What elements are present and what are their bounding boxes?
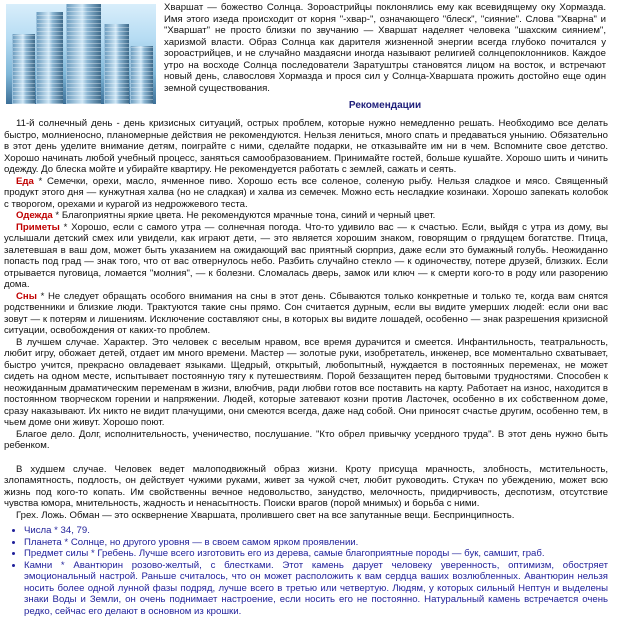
- food-text: * Семечки, орехи, масло, ячменное пиво. Хорошо есть все соленое, соленую рыбу. Нельзя сладкое и мясо. Священный продукт этого дня — кунжутная халва (но не сладкая) и халва из семечек. Можно есть несладкие козинаки. Хорошо запекать колобок с творогом, орехами и курагой из недрожжевого теста.: [4, 175, 608, 210]
- list-item-numbers: • Числа * 34, 79.: [24, 525, 608, 537]
- list-item-planet: • Планета * Солнце, но другого уровня — в своем самом ярком проявлении.: [24, 537, 608, 549]
- intro-text: Хваршат — божество Солнца. Зороастрийцы поклонялись ему как всевидящему оку Хормазда. Имя этого изеда происходит от корня "-хвар-", означающего "блеск", "сияние". Слова "Хварна" и "Хваршат" не просто близки по звучанию — Хваршат наделяет человека "шахским сиянием", харизмой власти. Образ Солнца как дарителя жизненной энергии всегда глубоко почитался у зороастрийцев, и не случайно маздаясни иногда называют религией солнцепоклонников. Каждое утро на восходе Солнца последователи Заратуштры становятся лицом на восток, и встречают новый день, славословя Хормазда и прося сил у Солнца-Хваршата прожить достойно еще один земной существования.: [164, 2, 606, 94]
- clothes-label: Одежда: [16, 210, 53, 221]
- skyscraper-photo: [6, 4, 156, 104]
- dreams-label: Сны: [16, 290, 37, 302]
- food-paragraph: [4, 176, 608, 211]
- list-item-power-object: • Предмет силы * Гребень. Лучше всего изготовить его из дерева, самые благоприятные породы — бук, самшит, граб.: [24, 548, 608, 560]
- recommendations-heading: Рекомендации: [348, 100, 422, 111]
- dreams-text: * Не следует обращать особого внимания на сны в этот день. Сбываются только конкретные и только те, когда вам снятся родственники и близкие люди. Трактуются такие сны прямо. Сон считается дурным, если вы видите умерших людей: если они вас зовут — к потерям и лишениям. Исключение составляют сны, в которых вы видите лошадей, особенно — знак разрешения кризисной ситуации, освобождения от каких-то проблем.: [4, 290, 608, 336]
- attributes-list: [4, 525, 608, 617]
- omens-label: Приметы: [16, 221, 60, 233]
- dreams-paragraph: [4, 291, 608, 337]
- best-case-paragraph: В лучшем случае. Характер. Это человек с веселым нравом, все время дурачится и смеется. Инфантильность, театральность, любит игру, обожает детей, отдает им много времени. Мастер — золотые руки, изобретатель, инженер, все моментально схватывает, быстро учится, прекрасно овладевает языками. Щедрый, открытый, любопытный, нуждается в постоянных переменах, не может сидеть на одном месте, испытывает постоянную тягу к путешествиям. Порой беззащитен перед бытовыми трудностями. Способен к неожиданным драматическим переменам в жизни, влюбчив, ради любви готов все поставить на карту. Работает на износ, находится в постоянном творческом горении и напряжении. Людей, которые затевают козни против Ласточек, особенно в их собственном доме, сразу наказывают. Их никто не видит плачущими, они смеются всегда, даже над собой. Они приносят счастье другим, особенно тем, в чьем доме они живут. Хорошо поют.: [4, 336, 608, 428]
- spacer: [4, 452, 608, 464]
- omens-text: * Хорошо, если с самого утра — солнечная погода. Что-то удивило вас — к счастью. Если, выйдя с утра из дому, вы услышали детский смех или увидели, как играют дети, — это является хорошим знаком, говорящим о грядущем богатстве. Птица, залетевшая в ваш дом, может быть указанием на ожидающий вас приятный сюрприз, даже если это бумажный голубь. Неожиданно попасть под град — знак того, что от вас отвернулось небо. Разбить случайно стекло — к одиночеству, потере друзей, близких. Если отрывается пуговица, ломается "молния", — к болезни. Сломалась дверь, замок или ключ — к смерти кого-то в роду или разорению дома.: [4, 221, 608, 290]
- list-item-stones: • Камни * Авантюрин розово-желтый, с блестками. Этот камень дарует человеку уверенность, оптимизм, обостряет эмоциональный настрой. Раньше считалось, что он может расположить к вам сердца ваших возлюбленных. Авантюрин нельзя носить более одной лунной фазы подряд, лучше всего в третью или четвертую. Людям, у которых сильный Нептун и выделены знаки Воды и Земли, он очень поднимает настроение, если носить его не постоянно. Натуральный камень встречается очень редко, сейчас его делают в основном из крошки.: [24, 560, 608, 618]
- clothes-text: * Благоприятны яркие цвета. Не рекомендуются мрачные тона, синий и черный цвет.: [52, 210, 436, 221]
- day-description: 11-й солнечный день - день кризисных ситуаций, острых проблем, которые нужно немедленно решать. Необходимо все делать быстро, молниеносно, планомерные действия не рекомендуются. Нельзя лениться, много спать и предаваться унынию. Обязательно в этот день уделите внимание детям, поиграйте с ними, сделайте подарки, не отказывайте им ни в чем. Вспомните свое детство. Хорошо начинать любой учебный процесс, заняться самообразованием. Принимайте гостей, больше кушайте. Хорошо шить и чинить одежду. До блеска мойте и убирайте квартиру. Не рекомендуется работать с землей, сажать и сеять.: [4, 118, 608, 175]
- clothes-paragraph: [4, 210, 608, 222]
- intro-section: [4, 2, 608, 115]
- sin-paragraph: Грех. Ложь. Обман — это осквернение Хваршата, пролившего свет на все запутанные вещи. Беспринципность.: [16, 509, 515, 521]
- omens-paragraph: [4, 222, 608, 291]
- good-deed-paragraph: Благое дело. Долг, исполнительность, ученичество, послушание. "Кто обрел привычку усердного труда". В этот день нужно быть ребенком.: [4, 428, 608, 451]
- worst-case-paragraph: В худшем случае. Человек ведет малоподвижный образ жизни. Кроту присуща мрачность, злобность, мстительность, злопамятность, подлость, он действует чужими руками, живет за чужой счет, любит руководить. Стукач по убеждению, может всю жизнь под кого-то копать. Им свойственны вечное недовольство, занудство, мелочность, придирчивость, деспотизм, отсутствие чувства юмора, мнительность, жадность и ненасытность. Поиски врагов (порой мнимых) и борьба с ними.: [4, 463, 608, 509]
- food-label: Еда: [16, 175, 34, 187]
